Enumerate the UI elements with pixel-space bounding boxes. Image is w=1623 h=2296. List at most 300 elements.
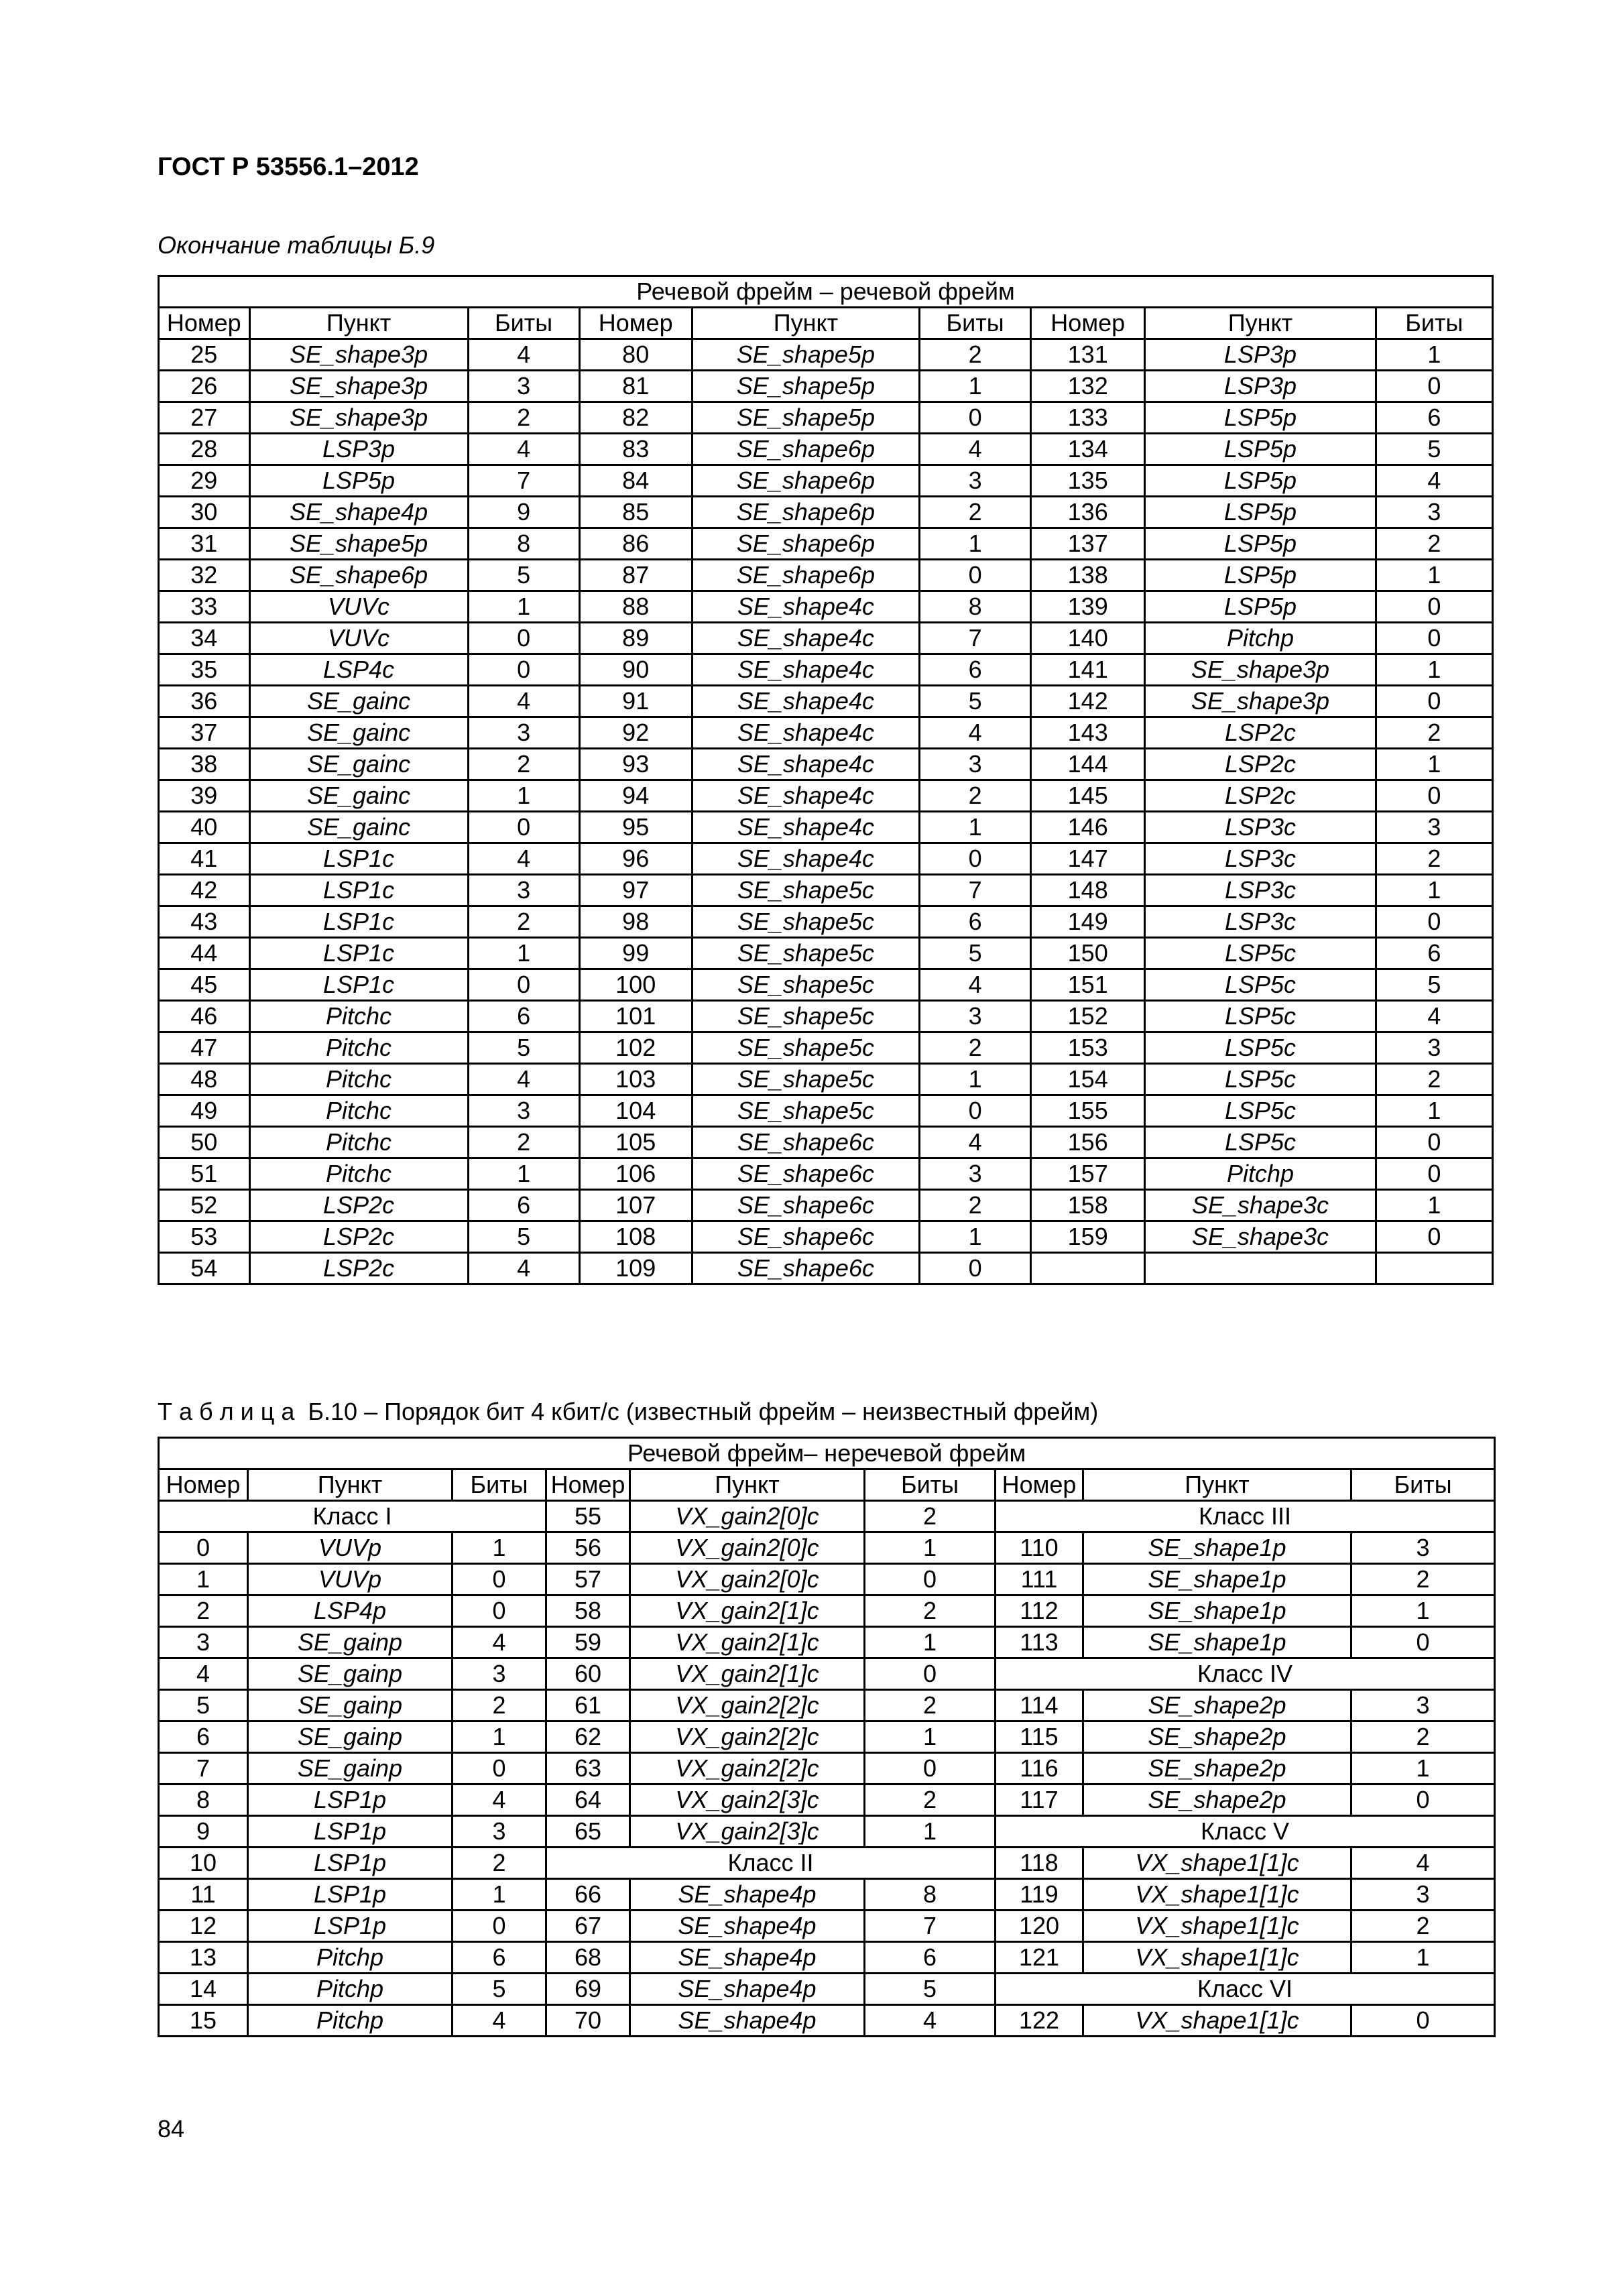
table-cell: SE_shape4p [630, 1911, 865, 1942]
table-cell: VX_gain2[1]c [630, 1595, 865, 1627]
table-cell: 2 [920, 339, 1031, 371]
column-header: Пункт [248, 1469, 453, 1501]
table-cell: 3 [920, 749, 1031, 780]
table-b10-caption: Т а б л и ц а Б.10 – Порядок бит 4 кбит/с (известный фрейм – неизвестный фрейм) [158, 1398, 1099, 1425]
table-cell: SE_shape5p [249, 528, 468, 560]
table-cell: 89 [579, 623, 692, 654]
column-header: Номер [159, 308, 250, 339]
table-cell: LSP5c [1145, 1095, 1376, 1127]
table-cell: 32 [159, 560, 250, 591]
table-cell: 27 [159, 402, 250, 434]
header-row [159, 308, 1493, 339]
table-cell: 69 [546, 1974, 630, 2005]
table-cell: 92 [579, 717, 692, 749]
table-cell: SE_shape6c [692, 1127, 919, 1158]
table-cell: 87 [579, 560, 692, 591]
table-cell: 7 [920, 623, 1031, 654]
table-cell: SE_shape5c [692, 1001, 919, 1032]
table-cell: 0 [159, 1532, 248, 1564]
table-cell: VUVp [248, 1532, 453, 1564]
table-cell: 0 [1376, 686, 1492, 717]
table-row [159, 497, 1493, 528]
table-cell: 36 [159, 686, 250, 717]
table-cell: 3 [1376, 1032, 1492, 1064]
table-cell: 5 [468, 1032, 579, 1064]
table-cell: LSP3c [1145, 875, 1376, 906]
table-cell: Pitchc [249, 1127, 468, 1158]
table-cell: SE_shape4p [630, 1879, 865, 1911]
table-row [159, 1158, 1493, 1190]
table-cell: LSP2c [249, 1190, 468, 1221]
table-cell: VUVc [249, 591, 468, 623]
table-cell: 103 [579, 1064, 692, 1095]
table-cell: 2 [920, 780, 1031, 812]
table-cell: SE_gainp [248, 1721, 453, 1753]
table-row [159, 1564, 1495, 1595]
table-cell: 80 [579, 339, 692, 371]
table-cell: LSP1c [249, 875, 468, 906]
table-row [159, 1595, 1495, 1627]
table-cell: SE_gainc [249, 717, 468, 749]
table-cell: LSP5p [1145, 591, 1376, 623]
table-cell: VX_gain2[0]c [630, 1532, 865, 1564]
table-cell: LSP5c [1145, 1032, 1376, 1064]
table-cell: LSP5p [1145, 465, 1376, 497]
table-row [159, 1911, 1495, 1942]
table-cell: 0 [1376, 623, 1492, 654]
table-cell: 1 [453, 1532, 546, 1564]
table-cell: SE_shape2p [1083, 1721, 1351, 1753]
column-header: Пункт [1083, 1469, 1351, 1501]
table-b9-continuation-caption: Окончание таблицы Б.9 [158, 231, 435, 259]
table-cell: 3 [920, 465, 1031, 497]
table-cell: 156 [1031, 1127, 1145, 1158]
table-row [159, 1032, 1493, 1064]
table-cell: 5 [920, 938, 1031, 969]
table-cell: LSP4c [249, 654, 468, 686]
table-cell: LSP1p [248, 1911, 453, 1942]
table-cell: SE_shape3p [1145, 654, 1376, 686]
table-cell: 3 [920, 1158, 1031, 1190]
table-cell: SE_shape3p [249, 339, 468, 371]
table-cell: 0 [1351, 1627, 1495, 1658]
table-cell: SE_shape6p [249, 560, 468, 591]
table-cell: 0 [1376, 1127, 1492, 1158]
table-cell: 100 [579, 969, 692, 1001]
table-cell: 1 [1376, 875, 1492, 906]
table-cell: 6 [920, 654, 1031, 686]
table-cell: VX_gain2[1]c [630, 1658, 865, 1690]
column-header: Пункт [1145, 308, 1376, 339]
table-cell: SE_shape4c [692, 686, 919, 717]
table-cell: 0 [1351, 2005, 1495, 2037]
table-cell: LSP5p [1145, 497, 1376, 528]
table-cell: 4 [920, 434, 1031, 465]
table-row [159, 1879, 1495, 1911]
table-cell: 66 [546, 1879, 630, 1911]
table-cell: 0 [453, 1595, 546, 1627]
table-cell: 101 [579, 1001, 692, 1032]
table-cell: 115 [996, 1721, 1083, 1753]
table-cell: 58 [546, 1595, 630, 1627]
table-cell: 38 [159, 749, 250, 780]
table-cell: 119 [996, 1879, 1083, 1911]
table-cell: LSP5c [1145, 1001, 1376, 1032]
table-cell: LSP5c [1145, 969, 1376, 1001]
table-cell: SE_shape6p [692, 528, 919, 560]
table-cell: 46 [159, 1001, 250, 1032]
table-cell: 4 [1376, 465, 1492, 497]
table-cell: 1 [1376, 1190, 1492, 1221]
table-cell: 113 [996, 1627, 1083, 1658]
column-header: Пункт [692, 308, 919, 339]
table-cell: SE_shape4c [692, 812, 919, 843]
table-cell: Pitchp [248, 1942, 453, 1974]
table-cell: LSP2c [249, 1221, 468, 1253]
table-cell: SE_gainc [249, 749, 468, 780]
table-cell: 2 [1376, 1064, 1492, 1095]
table-cell: LSP2c [249, 1253, 468, 1284]
table-cell: SE_shape4p [630, 1974, 865, 2005]
column-header: Пункт [249, 308, 468, 339]
table-cell: 4 [920, 969, 1031, 1001]
table-cell: 3 [1376, 497, 1492, 528]
table-cell: SE_shape4c [692, 780, 919, 812]
table-cell: 43 [159, 906, 250, 938]
table-cell: 6 [920, 906, 1031, 938]
table-cell: LSP5c [1145, 1064, 1376, 1095]
table-cell: 111 [996, 1564, 1083, 1595]
table-cell: 2 [1351, 1721, 1495, 1753]
table-cell: 0 [1376, 371, 1492, 402]
table-cell: 5 [468, 1221, 579, 1253]
table-cell: 91 [579, 686, 692, 717]
table-cell: 3 [1351, 1879, 1495, 1911]
table-cell [1145, 1253, 1376, 1284]
table-cell: 1 [1376, 749, 1492, 780]
table-row [159, 623, 1493, 654]
table-cell: 6 [1376, 938, 1492, 969]
table-row [159, 749, 1493, 780]
table-cell: 118 [996, 1848, 1083, 1879]
table-cell: 3 [453, 1816, 546, 1848]
document-header: ГОСТ Р 53556.1–2012 [158, 153, 419, 181]
table-cell: 135 [1031, 465, 1145, 497]
table-cell: 83 [579, 434, 692, 465]
table-cell: LSP5c [1145, 1127, 1376, 1158]
table-cell: VX_gain2[2]c [630, 1721, 865, 1753]
table-cell: 1 [468, 780, 579, 812]
table-cell: 56 [546, 1532, 630, 1564]
table-cell: VX_shape1[1]c [1083, 1879, 1351, 1911]
table-cell: 4 [159, 1658, 248, 1690]
table-row [159, 1690, 1495, 1721]
table-cell: Pitchc [249, 1032, 468, 1064]
table-row [159, 560, 1493, 591]
table-cell: 114 [996, 1690, 1083, 1721]
column-header: Биты [1351, 1469, 1495, 1501]
table-cell: 117 [996, 1785, 1083, 1816]
table-cell: 109 [579, 1253, 692, 1284]
table-cell: 0 [1376, 1221, 1492, 1253]
table-cell: 90 [579, 654, 692, 686]
table-cell: VX_gain2[1]c [630, 1627, 865, 1658]
table-cell: 95 [579, 812, 692, 843]
table-cell: 31 [159, 528, 250, 560]
table-cell: SE_shape3p [1145, 686, 1376, 717]
table-cell: 64 [546, 1785, 630, 1816]
column-header: Биты [453, 1469, 546, 1501]
table-cell: 3 [468, 371, 579, 402]
table-cell: 1 [920, 812, 1031, 843]
table-cell: 9 [468, 497, 579, 528]
table-row [159, 591, 1493, 623]
table-cell: 0 [865, 1658, 996, 1690]
table-cell: LSP1c [249, 938, 468, 969]
table-row [159, 1221, 1493, 1253]
table-cell: SE_shape4c [692, 843, 919, 875]
table-cell: 0 [1376, 906, 1492, 938]
table-cell: 5 [453, 1974, 546, 2005]
table-cell: 70 [546, 2005, 630, 2037]
table-cell: VX_shape1[1]c [1083, 1942, 1351, 1974]
table-cell: SE_shape1p [1083, 1595, 1351, 1627]
table-cell: 2 [865, 1501, 996, 1532]
table-cell: Pitchp [1145, 1158, 1376, 1190]
table-cell: 68 [546, 1942, 630, 1974]
table-cell: 158 [1031, 1190, 1145, 1221]
table-cell: LSP2c [1145, 749, 1376, 780]
column-header: Пункт [630, 1469, 865, 1501]
table-cell: 4 [468, 1064, 579, 1095]
table-cell: 138 [1031, 560, 1145, 591]
column-header: Биты [1376, 308, 1492, 339]
table-cell: 0 [1376, 1158, 1492, 1190]
table-cell: 1 [453, 1879, 546, 1911]
table-cell: 107 [579, 1190, 692, 1221]
table-cell: 6 [1376, 402, 1492, 434]
table-cell: LSP5p [1145, 402, 1376, 434]
table-cell: 3 [468, 717, 579, 749]
table-cell: 1 [1376, 339, 1492, 371]
table-cell: 53 [159, 1221, 250, 1253]
table-cell: SE_shape5c [692, 1064, 919, 1095]
table-cell: 0 [468, 654, 579, 686]
table-cell: 93 [579, 749, 692, 780]
table-cell: 2 [468, 906, 579, 938]
table-cell: Pitchc [249, 1158, 468, 1190]
table-cell: 4 [468, 339, 579, 371]
table-cell: SE_shape5p [692, 402, 919, 434]
table-cell: SE_shape5p [692, 339, 919, 371]
table-row [159, 1001, 1493, 1032]
table-cell: 39 [159, 780, 250, 812]
table-cell: 34 [159, 623, 250, 654]
table-cell: 3 [1351, 1690, 1495, 1721]
table-cell: VUVp [248, 1564, 453, 1595]
column-header: Номер [996, 1469, 1083, 1501]
table-cell: LSP3p [249, 434, 468, 465]
table-cell: 12 [159, 1911, 248, 1942]
table-cell: 142 [1031, 686, 1145, 717]
column-header: Биты [920, 308, 1031, 339]
table-cell: 131 [1031, 339, 1145, 371]
table-cell: 0 [1351, 1785, 1495, 1816]
table-cell: 0 [453, 1753, 546, 1785]
table-cell: SE_shape4c [692, 749, 919, 780]
table-cell: 62 [546, 1721, 630, 1753]
table-row [159, 1721, 1495, 1753]
table-cell: SE_shape2p [1083, 1785, 1351, 1816]
table-b9 [158, 275, 1494, 1285]
table-cell: 44 [159, 938, 250, 969]
table-cell: 2 [865, 1595, 996, 1627]
table-cell: 1 [865, 1721, 996, 1753]
table-cell: 6 [159, 1721, 248, 1753]
table-cell: 51 [159, 1158, 250, 1190]
table-cell: Pitchp [248, 2005, 453, 2037]
table-cell: 0 [920, 560, 1031, 591]
table-cell: 0 [865, 1753, 996, 1785]
table-cell: LSP2c [1145, 780, 1376, 812]
table-cell: SE_shape5c [692, 875, 919, 906]
table-cell: 40 [159, 812, 250, 843]
table-cell: 4 [920, 717, 1031, 749]
table-cell: 1 [159, 1564, 248, 1595]
table-cell: SE_shape5c [692, 906, 919, 938]
table-row [159, 843, 1493, 875]
table-cell: 4 [453, 1627, 546, 1658]
table-cell: SE_shape4c [692, 591, 919, 623]
table-cell: 148 [1031, 875, 1145, 906]
table-cell: 0 [865, 1564, 996, 1595]
table-cell: SE_shape1p [1083, 1532, 1351, 1564]
column-header: Номер [579, 308, 692, 339]
table-cell: Pitchp [1145, 623, 1376, 654]
table-cell: SE_shape3p [249, 371, 468, 402]
table-cell: SE_shape4p [630, 2005, 865, 2037]
table-cell: 61 [546, 1690, 630, 1721]
table-row [159, 1658, 1495, 1690]
table-cell: 5 [920, 686, 1031, 717]
table-cell: 85 [579, 497, 692, 528]
table-cell: LSP4p [248, 1595, 453, 1627]
table-row [159, 1627, 1495, 1658]
table-cell [1376, 1253, 1492, 1284]
table-cell: 81 [579, 371, 692, 402]
table-b10-title: Речевой фрейм– неречевой фрейм [159, 1438, 1495, 1469]
header-row [159, 1469, 1495, 1501]
table-cell: SE_shape4p [249, 497, 468, 528]
table-row [159, 402, 1493, 434]
table-cell: 3 [1351, 1532, 1495, 1564]
table-cell: 104 [579, 1095, 692, 1127]
table-cell: 5 [468, 560, 579, 591]
table-cell: 1 [468, 938, 579, 969]
table-row [159, 1942, 1495, 1974]
table-cell: 67 [546, 1911, 630, 1942]
table-cell: SE_shape4p [630, 1942, 865, 1974]
table-cell: 82 [579, 402, 692, 434]
table-cell: LSP5p [1145, 560, 1376, 591]
table-cell: 0 [453, 1911, 546, 1942]
table-cell: 105 [579, 1127, 692, 1158]
table-cell: 147 [1031, 843, 1145, 875]
table-cell: VX_shape1[1]c [1083, 1911, 1351, 1942]
table-cell: 15 [159, 2005, 248, 2037]
table-cell: 102 [579, 1032, 692, 1064]
table-cell: 4 [865, 2005, 996, 2037]
table-cell: 7 [468, 465, 579, 497]
table-cell: 48 [159, 1064, 250, 1095]
table-cell: 97 [579, 875, 692, 906]
table-cell: 2 [865, 1690, 996, 1721]
table-cell: 5 [1376, 969, 1492, 1001]
table-row [159, 1095, 1493, 1127]
table-cell: Pitchc [249, 1001, 468, 1032]
table-cell: 150 [1031, 938, 1145, 969]
table-cell: 2 [468, 1127, 579, 1158]
table-cell: 2 [1376, 843, 1492, 875]
table-cell: 1 [1351, 1595, 1495, 1627]
table-cell: SE_gainc [249, 686, 468, 717]
table-cell: 4 [1376, 1001, 1492, 1032]
table-cell: 4 [1351, 1848, 1495, 1879]
table-cell: 1 [865, 1816, 996, 1848]
table-cell: 96 [579, 843, 692, 875]
table-cell: 84 [579, 465, 692, 497]
table-cell: 0 [468, 812, 579, 843]
table-cell: 0 [1376, 780, 1492, 812]
table-cell: 154 [1031, 1064, 1145, 1095]
table-cell: 8 [865, 1879, 996, 1911]
table-cell: 26 [159, 371, 250, 402]
table-cell: 132 [1031, 371, 1145, 402]
table-cell: 1 [1351, 1753, 1495, 1785]
table-row [159, 1190, 1493, 1221]
table-cell: LSP5p [1145, 528, 1376, 560]
table-cell: 116 [996, 1753, 1083, 1785]
table-cell: 4 [468, 1253, 579, 1284]
table-cell: SE_shape3c [1145, 1190, 1376, 1221]
table-cell: 4 [453, 2005, 546, 2037]
table-cell: SE_gainc [249, 812, 468, 843]
table-cell: 6 [468, 1001, 579, 1032]
column-header: Биты [468, 308, 579, 339]
table-cell: 57 [546, 1564, 630, 1595]
table-row [159, 1501, 1495, 1532]
table-cell: 60 [546, 1658, 630, 1690]
table-cell: 35 [159, 654, 250, 686]
table-cell: LSP1p [248, 1848, 453, 1879]
table-cell: VX_shape1[1]c [1083, 1848, 1351, 1879]
table-cell: 8 [920, 591, 1031, 623]
table-cell: 0 [920, 843, 1031, 875]
table-cell: 141 [1031, 654, 1145, 686]
table-cell: 110 [996, 1532, 1083, 1564]
table-cell: 2 [159, 1595, 248, 1627]
table-cell: 41 [159, 843, 250, 875]
table-cell: 2 [920, 497, 1031, 528]
table-cell: VX_shape1[1]c [1083, 2005, 1351, 2037]
table-cell: LSP1p [248, 1816, 453, 1848]
table-cell: 4 [468, 434, 579, 465]
table-cell: 157 [1031, 1158, 1145, 1190]
table-cell: 30 [159, 497, 250, 528]
table-cell: 144 [1031, 749, 1145, 780]
table-cell: SE_shape6p [692, 560, 919, 591]
table-row [159, 780, 1493, 812]
